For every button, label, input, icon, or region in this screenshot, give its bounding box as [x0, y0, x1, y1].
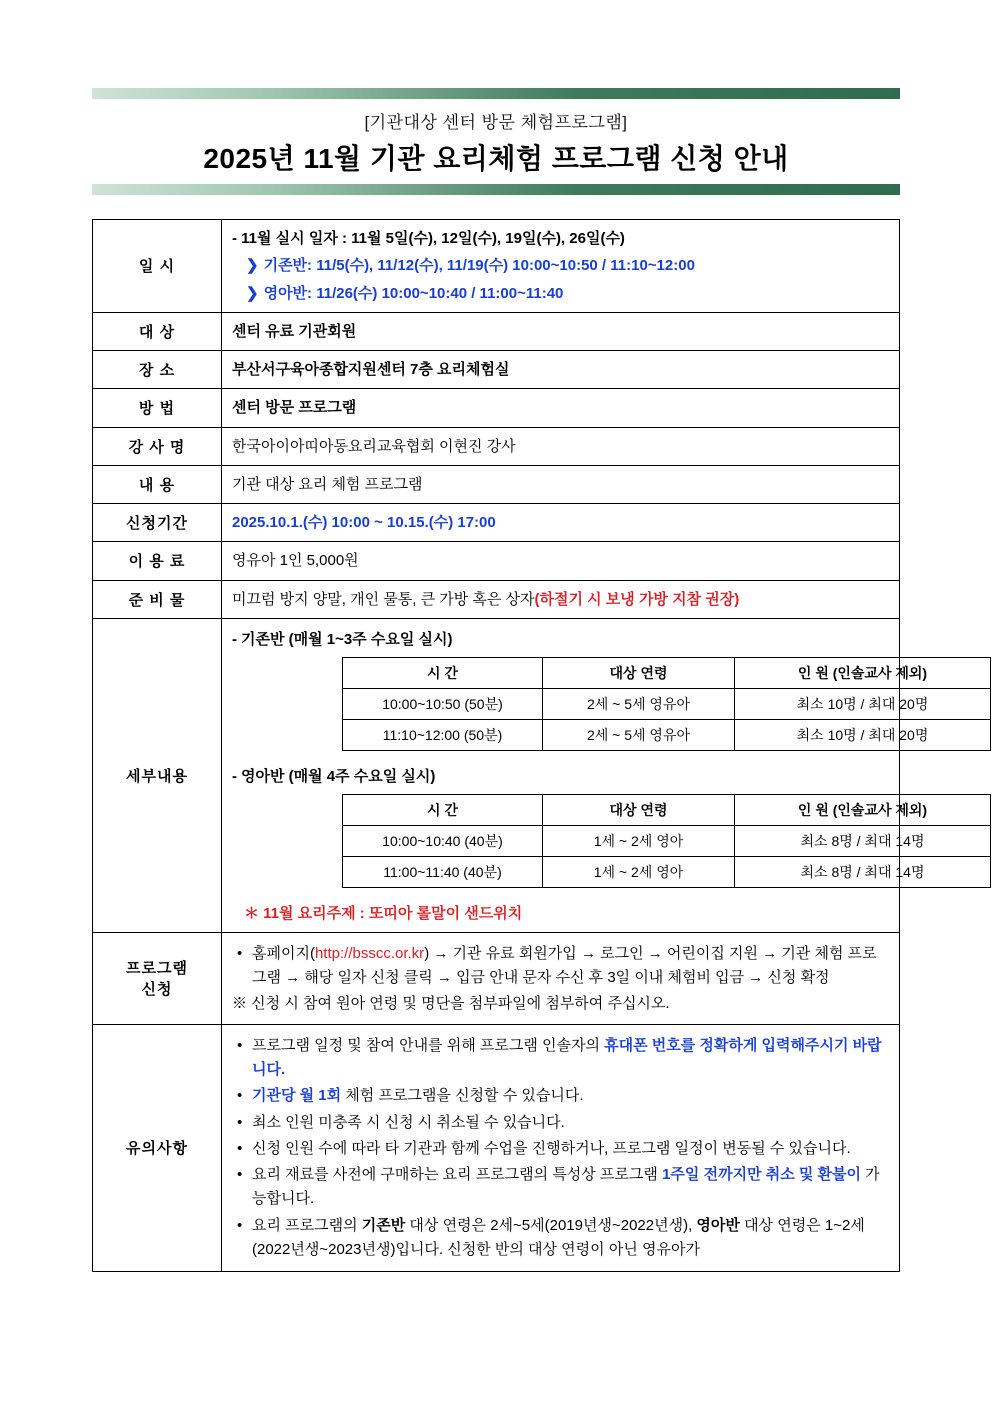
table-row-period [93, 504, 900, 542]
cell-age: 2세 ~ 5세 영유아 [543, 719, 735, 750]
col-header-age: 대상 연령 [543, 794, 735, 825]
row-label-period: 신청기간 [93, 504, 222, 542]
apply-text-post: ) → 기관 유료 회원가입 → 로그인 → 어린이집 지원 → 기관 체험 프로그램 → 해당 일자 신청 클릭 → 입금 안내 문자 수신 후 3일 이내 체험비 입금 → 신청 확정 [252, 944, 877, 987]
row-label-fee: 이 용 료 [93, 542, 222, 580]
row-label-prepare: 준 비 물 [93, 580, 222, 618]
caution-text-run: 신청 인원 수에 따라 타 기관과 함께 수업을 진행하거나, 프로그램 일정이 변동될 수 있습니다. [252, 1139, 851, 1157]
datetime-main: - 11월 실시 일자 : 11월 5일(수), 12일(수), 19일(수), 26일(수) [232, 230, 625, 247]
row-value-fee: 영유아 1인 5,000원 [222, 542, 900, 580]
cell-capacity: 최소 10명 / 최대 20명 [735, 688, 991, 719]
table-row-apply [93, 932, 900, 1024]
caution-text-run: 가능합니다. [252, 1166, 880, 1208]
list-item [250, 1034, 889, 1083]
caution-text-run: 요리 프로그램의 [252, 1216, 362, 1234]
row-label-teacher: 강 사 명 [93, 427, 222, 465]
cell-time: 10:00~10:40 (40분) [343, 825, 543, 856]
row-value-method: 센터 방문 프로그램 [222, 389, 900, 427]
row-value-target: 센터 유료 기관회원 [222, 312, 900, 350]
table-row [343, 825, 991, 856]
table-row-method [93, 389, 900, 427]
table-row-target [93, 312, 900, 350]
row-value-place: 부산서구육아종합지원센터 7층 요리체험실 [222, 351, 900, 389]
prepare-text-emphasis: (하절기 시 보냉 가방 지참 권장) [534, 590, 740, 608]
table-row-detail [93, 618, 900, 932]
cell-age: 1세 ~ 2세 영아 [543, 856, 735, 887]
datetime-sub-1: ❯ 기존반: 11/5(수), 11/12(수), 11/19(수) 10:00~10:50 / 11:10~12:00 [246, 257, 695, 275]
caution-text-run: 요리 재료를 사전에 구매하는 요리 프로그램의 특성상 프로그램 [252, 1166, 663, 1184]
detail-table-infant [342, 794, 991, 888]
table-row-content [93, 465, 900, 503]
table-header-row [343, 657, 991, 688]
table-row-fee [93, 542, 900, 580]
cell-time: 10:00~10:50 (50분) [343, 688, 543, 719]
caution-text-run: 휴대폰 번호를 정확하게 입력해주시기 바랍니다. [252, 1036, 882, 1078]
detail-group-2-title: - 영아반 (매월 4주 수요일 실시) [232, 767, 436, 785]
list-item [250, 1111, 889, 1135]
caution-text-run: 프로그램 일정 및 참여 안내를 위해 프로그램 인솔자의 [252, 1036, 605, 1054]
row-value-teacher: 한국아이아띠아동요리교육협회 이현진 강사 [222, 427, 900, 465]
cell-age: 2세 ~ 5세 영유아 [543, 688, 735, 719]
dash-marker: - [232, 767, 237, 785]
table-header-row [343, 794, 991, 825]
row-label-detail: 세부내용 [93, 618, 222, 932]
table-row [343, 688, 991, 719]
list-item [250, 1137, 889, 1161]
prepare-text: 미끄럼 방지 양말, 개인 물통, 큰 가방 혹은 상자 [232, 590, 535, 608]
apply-step-list [232, 942, 889, 991]
info-table [92, 219, 929, 1272]
caution-text-run: 대상 연령은 1~2세(2022년생~2023년생)입니다. 신청한 반의 대상 연령이 아닌 영유아가 [252, 1216, 865, 1259]
cell-capacity: 최소 10명 / 최대 20명 [735, 719, 991, 750]
row-value-period: 2025.10.1.(수) 10:00 ~ 10.15.(수) 17:00 [222, 504, 900, 542]
col-header-capacity: 인 원 (인솔교사 제외) [735, 794, 991, 825]
detail-theme-note: ＊ 11월 요리주제 : 또띠아 롤말이 샌드위치 [244, 904, 523, 922]
row-label-datetime: 일 시 [93, 220, 222, 313]
caution-text-run: 기존반 [361, 1216, 410, 1234]
caution-text-run: 대상 연령은 2세~5세(2019년생~2022년생), [409, 1216, 697, 1234]
list-item [250, 942, 889, 991]
cell-capacity: 최소 8명 / 최대 14명 [735, 856, 991, 887]
row-value-detail [222, 618, 929, 932]
row-label-place: 장 소 [93, 351, 222, 389]
table-row-teacher [93, 427, 900, 465]
apply-label-line-1: 프로그램 [126, 960, 188, 978]
table-row-caution [93, 1024, 900, 1272]
caution-text-run: 최소 인원 미충족 시 신청 시 취소될 수 있습니다. [252, 1113, 565, 1131]
cell-time: 11:00~11:40 (40분) [343, 856, 543, 887]
apply-note: ※ 신청 시 참여 원아 연령 및 명단을 첨부파일에 첨부하여 주십시오. [232, 995, 670, 1013]
caution-text-run: 기관당 월 1회 [252, 1087, 346, 1105]
row-value-apply [222, 932, 900, 1024]
list-item [250, 1084, 889, 1108]
dash-marker: - [232, 630, 237, 648]
col-header-time: 시 간 [343, 657, 543, 688]
table-row [343, 719, 991, 750]
document-subtitle: [기관대상 센터 방문 체험프로그램] [364, 113, 628, 132]
row-label-target: 대 상 [93, 312, 222, 350]
page-title: 2025년 11월 기관 요리체험 프로그램 신청 안내 [203, 143, 789, 174]
datetime-sub-2: ❯ 영아반: 11/26(수) 10:00~10:40 / 11:00~11:40 [246, 284, 564, 302]
table-row-place [93, 351, 900, 389]
caution-text-run: 체험 프로그램을 신청할 수 있습니다. [345, 1087, 584, 1105]
row-value-prepare [222, 580, 900, 618]
table-row-prepare [93, 580, 900, 618]
table-row [343, 856, 991, 887]
col-header-capacity: 인 원 (인솔교사 제외) [735, 657, 991, 688]
list-item [250, 1214, 889, 1263]
apply-label-line-2: 신청 [141, 981, 173, 999]
chevron-right-icon: ❯ [246, 257, 259, 275]
cell-time: 11:10~12:00 (50분) [343, 719, 543, 750]
header-bottom-rule [92, 184, 900, 195]
table-row-datetime [93, 220, 900, 313]
cell-age: 1세 ~ 2세 영아 [543, 825, 735, 856]
col-header-time: 시 간 [343, 794, 543, 825]
apply-text-pre: 홈페이지( [252, 944, 315, 962]
caution-text-run: 영아반 [696, 1216, 745, 1234]
cell-capacity: 최소 8명 / 최대 14명 [735, 825, 991, 856]
chevron-right-icon: ❯ [246, 284, 259, 302]
header-top-rule [92, 88, 900, 99]
row-label-caution: 유의사항 [93, 1024, 222, 1272]
row-label-content: 내 용 [93, 465, 222, 503]
row-label-method: 방 법 [93, 389, 222, 427]
detail-table-existing [342, 657, 991, 751]
col-header-age: 대상 연령 [543, 657, 735, 688]
row-value-content: 기관 대상 요리 체험 프로그램 [222, 465, 900, 503]
row-label-apply [93, 932, 222, 1024]
row-value-caution [222, 1024, 900, 1272]
detail-group-1-title: - 기존반 (매월 1~3주 수요일 실시) [232, 630, 453, 648]
caution-text-run: 1주일 전까지만 취소 및 환불이 [662, 1166, 866, 1184]
row-value-datetime [222, 220, 900, 313]
caution-list [232, 1034, 889, 1263]
list-item [250, 1163, 889, 1212]
homepage-link[interactable]: http://bsscc.or.kr [314, 944, 425, 962]
